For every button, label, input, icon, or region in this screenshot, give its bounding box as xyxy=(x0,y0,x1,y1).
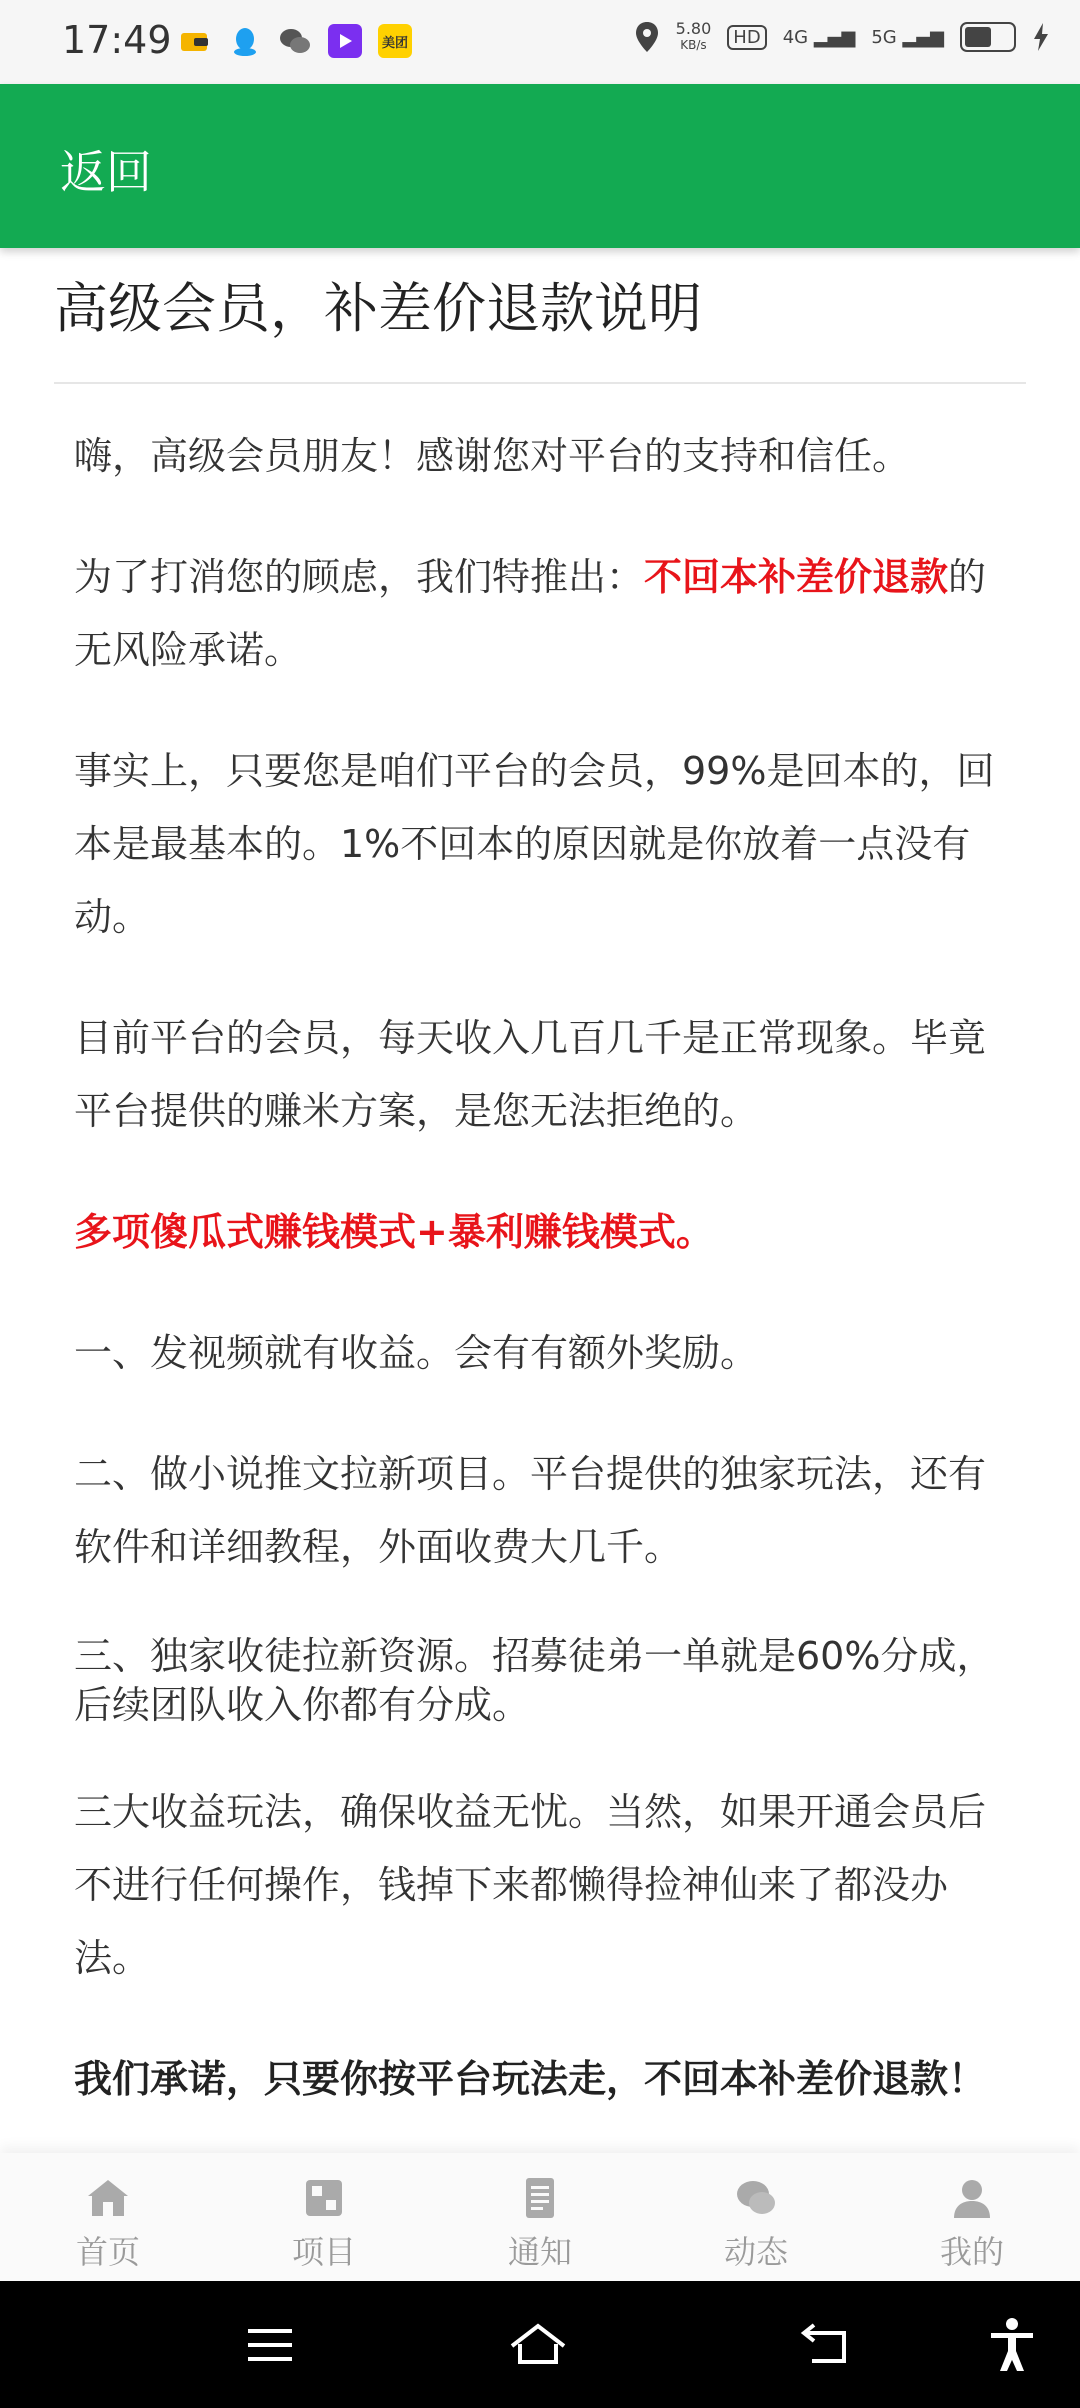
paragraph-greeting: 嗨，高级会员朋友！感谢您对平台的支持和信任。 xyxy=(74,434,911,478)
back-button[interactable]: 返回 xyxy=(60,145,152,199)
home-nav-icon[interactable] xyxy=(508,2317,568,2373)
hd-badge: HD xyxy=(727,25,766,50)
bottom-nav xyxy=(0,2153,1080,2281)
app-header xyxy=(0,84,1080,248)
accessibility-icon[interactable] xyxy=(982,2317,1042,2373)
paragraph-modes-headline: 多项傻瓜式赚钱模式+暴利赚钱模式。 xyxy=(74,1210,714,1254)
wechat-icon xyxy=(278,24,312,58)
sim2-signal: 5G ▂▄▆ xyxy=(871,26,944,48)
status-time: 17:49 xyxy=(62,18,172,62)
notification-icons xyxy=(178,24,412,58)
menu-icon[interactable] xyxy=(240,2317,300,2373)
nav-item-project[interactable]: 项目 xyxy=(216,2153,432,2281)
home-icon xyxy=(85,2175,131,2221)
meituan-icon: 美团 xyxy=(378,24,412,58)
sim1-signal: 4G ▂▄▆ xyxy=(782,26,856,48)
status-bar xyxy=(0,0,1080,84)
title-divider xyxy=(54,382,1026,384)
page-title: 高级会员，补差价退款说明 xyxy=(54,277,702,340)
notice-icon xyxy=(517,2175,563,2221)
battery-icon xyxy=(960,22,1016,52)
video-app-icon xyxy=(328,24,362,58)
chat-icon xyxy=(733,2175,779,2221)
paragraph-promise: 为了打消您的顾虑，我们特推出：不回本补差价退款的无风险承诺。 xyxy=(74,555,987,672)
paragraph-fact: 事实上，只要您是咱们平台的会员，99%是回本的，回本是最基本的。1%不回本的原因就是你放着一点没有动。 xyxy=(74,749,995,939)
paragraph-commitment: 我们承诺，只要你按平台玩法走，不回本补差价退款！ xyxy=(74,2057,987,2101)
paragraph-income: 目前平台的会员，每天收入几百几千是正常现象。毕竟平台提供的赚米方案，是您无法拒绝的。 xyxy=(74,1016,987,1133)
status-right xyxy=(634,20,1050,54)
promise-highlight: 不回本补差价退款 xyxy=(644,555,949,599)
paragraph-item-3: 三、独家收徒拉新资源。招募徒弟一单就是60%分成，后续团队收入你都有分成。 xyxy=(74,1634,995,1727)
charging-icon xyxy=(1032,22,1050,52)
back-nav-icon[interactable] xyxy=(796,2317,856,2373)
location-icon xyxy=(634,20,660,54)
net-speed: 5.80 KB/s xyxy=(675,19,712,52)
qq-icon xyxy=(228,24,262,58)
wallet-icon xyxy=(178,24,212,58)
article-body xyxy=(74,420,1014,2164)
nav-item-me[interactable]: 我的 xyxy=(864,2153,1080,2281)
project-icon xyxy=(301,2175,347,2221)
user-icon xyxy=(949,2175,995,2221)
nav-item-feed[interactable]: 动态 xyxy=(648,2153,864,2281)
paragraph-item-1: 一、发视频就有收益。会有有额外奖励。 xyxy=(74,1331,759,1375)
paragraph-item-2: 二、做小说推文拉新项目。平台提供的独家玩法，还有软件和详细教程，外面收费大几千。 xyxy=(74,1452,987,1569)
nav-item-home[interactable]: 首页 xyxy=(0,2153,216,2281)
system-nav-bar xyxy=(0,2281,1080,2408)
paragraph-summary: 三大收益玩法，确保收益无忧。当然，如果开通会员后不进行任何操作，钱掉下来都懒得捡神仙来了都没办法。 xyxy=(74,1790,987,1980)
nav-item-notice[interactable]: 通知 xyxy=(432,2153,648,2281)
